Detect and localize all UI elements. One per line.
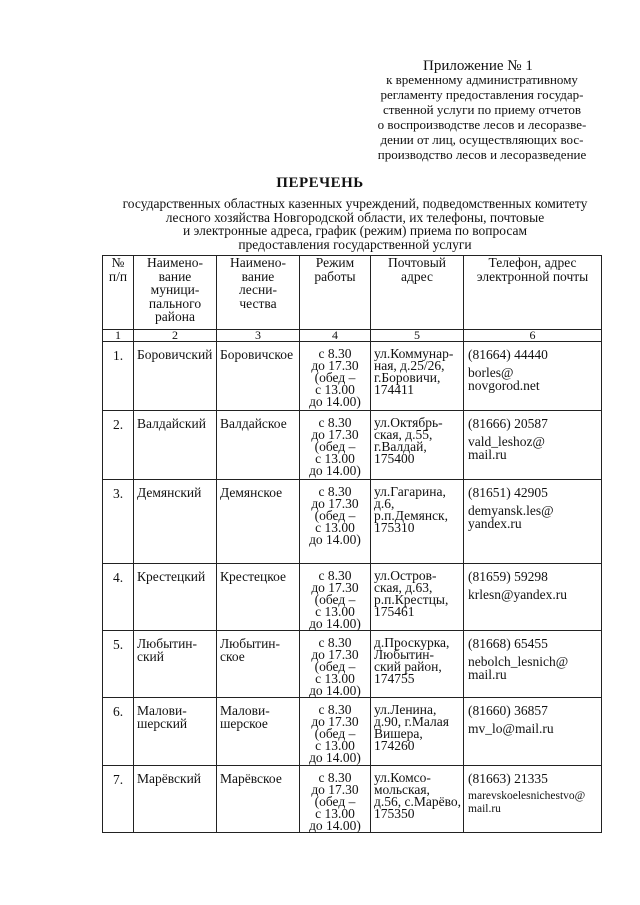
district-line: ский [137, 649, 164, 664]
email-line: mail.ru [468, 667, 507, 682]
contact-info [464, 480, 602, 564]
header-cell [134, 256, 217, 330]
address-line: ная, д.25/26, [374, 358, 445, 373]
address-line: ул.Коммунар- [374, 346, 454, 361]
postal-address [371, 698, 464, 766]
table-row [103, 564, 602, 631]
subtitle-line: и электронные адреса, график (режим) приема по вопросам [182, 223, 528, 238]
header-line: Наимено- [230, 255, 286, 270]
row-number: 5. [103, 631, 134, 698]
district-name [134, 342, 217, 411]
schedule-line: с 13.00 [315, 806, 355, 821]
header-row [103, 256, 602, 330]
header-line: электронной почты [476, 268, 589, 284]
email-line: mail.ru [468, 447, 507, 462]
phone-number: (81663) 21335 [468, 771, 548, 786]
subtitle-line: лесного хозяйства Новгородской области, их телефоны, почтовые [165, 209, 545, 225]
subtitle-line: государственных областных казенных учреждений, подведомственных комитету [122, 196, 588, 211]
district-line: Демянский [137, 485, 202, 500]
address-line: ул.Ленина, [374, 702, 437, 717]
postal-address [371, 766, 464, 833]
district-line: Крестецкий [137, 569, 206, 584]
header-line: чества [239, 295, 277, 311]
table-row [103, 631, 602, 698]
forestry-line: ское [220, 649, 245, 664]
work-schedule [300, 564, 371, 631]
schedule-line: с 8.30 [318, 484, 352, 499]
header-cell [300, 256, 371, 330]
schedule-line: до 14.00) [309, 616, 361, 631]
table-row [103, 411, 602, 480]
forestry-name [217, 698, 300, 766]
table-body [103, 256, 602, 833]
schedule-line: до 14.00) [309, 683, 361, 698]
schedule-line: до 14.00) [309, 818, 361, 833]
email-line: vald_leshoz@ [468, 434, 545, 449]
phone-number: (81664) 44440 [468, 347, 548, 362]
contact-info [464, 411, 602, 480]
schedule-line: до 14.00) [309, 463, 361, 478]
email-address [468, 504, 599, 530]
appendix-line: дении от лиц, осуществляющих вос- [380, 132, 584, 147]
district-name [134, 766, 217, 833]
district-name [134, 480, 217, 564]
district-line: Марёвский [137, 771, 202, 786]
district-line: Малови- [137, 703, 187, 718]
header-cell [371, 256, 464, 330]
district-name [134, 411, 217, 480]
work-schedule [300, 342, 371, 411]
contact-info [464, 766, 602, 833]
address-line: д.Проскурка, [374, 635, 450, 650]
postal-address [371, 631, 464, 698]
postal-address [371, 342, 464, 411]
address-line: д.90, г.Малая [374, 714, 449, 729]
row-number: 2. [103, 411, 134, 480]
address-line: мольская, [374, 782, 430, 797]
appendix-line: к временному административному [386, 72, 578, 87]
schedule-line: (обед – [314, 592, 356, 607]
row-number: 6. [103, 698, 134, 766]
header-line: вание [158, 268, 192, 284]
column-number: 5 [371, 330, 464, 342]
schedule-line: до 17.30 [311, 496, 359, 511]
header-line: Режим [315, 255, 355, 270]
district-name [134, 698, 217, 766]
forestry-name [217, 480, 300, 564]
schedule-line: с 13.00 [315, 382, 355, 397]
forestry-line: Крестецкое [220, 569, 286, 584]
document-subtitle [95, 197, 615, 251]
address-line: Вишера, [374, 726, 423, 741]
schedule-line: (обед – [314, 508, 356, 523]
forestry-line: Валдайское [220, 416, 287, 431]
header-cell [464, 256, 602, 330]
address-line: д.6, [374, 496, 395, 511]
row-number: 1. [103, 342, 134, 411]
forestry-name [217, 766, 300, 833]
forestry-name [217, 342, 300, 411]
schedule-line: (обед – [314, 439, 356, 454]
address-line: 174260 [374, 738, 415, 753]
forestry-line: Любытин- [220, 636, 281, 651]
address-line: 175350 [374, 806, 415, 821]
header-cell [103, 256, 134, 330]
address-line: Любытин- [374, 647, 435, 662]
schedule-line: с 8.30 [318, 568, 352, 583]
schedule-line: с 13.00 [315, 520, 355, 535]
email-line: yandex.ru [468, 516, 522, 531]
address-line: 174755 [374, 671, 415, 686]
header-line: вание [241, 268, 275, 284]
schedule-line: до 14.00) [309, 394, 361, 409]
district-line: Любытин- [137, 636, 198, 651]
appendix-line: регламенту предоставления государ- [380, 87, 584, 102]
email-line: novgorod.net [468, 378, 540, 393]
email-line: demyansk.les@ [468, 503, 554, 518]
phone-number: (81659) 59298 [468, 569, 548, 584]
schedule-line: с 8.30 [318, 346, 352, 361]
column-number: 1 [103, 330, 134, 342]
email-address [468, 588, 599, 601]
schedule-line: до 17.30 [311, 358, 359, 373]
schedule-line: (обед – [314, 659, 356, 674]
contact-info [464, 564, 602, 631]
address-line: р.п.Демянск, [374, 508, 448, 523]
email-address [468, 790, 599, 816]
phone-number: (81668) 65455 [468, 636, 548, 651]
district-line: шерский [137, 716, 188, 731]
postal-address [371, 411, 464, 480]
forestry-line: Марёвское [220, 771, 282, 786]
forestry-line: Боровичское [220, 347, 294, 362]
header-line: лесни- [238, 282, 277, 297]
column-number: 3 [217, 330, 300, 342]
column-number: 6 [464, 330, 602, 342]
work-schedule [300, 631, 371, 698]
address-line: ул.Октябрь- [374, 415, 443, 430]
schedule-line: до 17.30 [311, 580, 359, 595]
address-line: г.Валдай, [374, 439, 427, 454]
forestry-name [217, 411, 300, 480]
address-line: ул.Остров- [374, 568, 437, 583]
schedule-line: до 17.30 [311, 427, 359, 442]
header-line: района [155, 309, 195, 324]
address-line: ский район, [374, 659, 442, 674]
address-line: 175461 [374, 604, 415, 619]
email-line: marevskoelesnichestvo@ [468, 790, 586, 802]
postal-address [371, 480, 464, 564]
schedule-line: до 17.30 [311, 714, 359, 729]
header-line: муници- [150, 282, 200, 297]
district-name [134, 564, 217, 631]
district-name [134, 631, 217, 698]
appendix-line: ственной услуги по приему отчетов [382, 102, 582, 117]
forestry-name [217, 564, 300, 631]
address-line: р.п.Крестцы, [374, 592, 449, 607]
column-number: 2 [134, 330, 217, 342]
email-line: borles@ [468, 365, 514, 380]
schedule-line: до 14.00) [309, 750, 361, 765]
document-title: ПЕРЕЧЕНЬ [276, 175, 364, 191]
address-line: ская, д.55, [374, 427, 433, 442]
address-line: 175400 [374, 451, 415, 466]
email-address [468, 655, 599, 681]
forestry-line: Демянское [220, 485, 283, 500]
appendix-title: Приложение № 1 [423, 58, 533, 74]
phone-number: (81660) 36857 [468, 703, 548, 718]
column-number-row [103, 330, 602, 342]
forestry-line: Малови- [220, 703, 270, 718]
schedule-line: (обед – [314, 370, 356, 385]
address-line: ская, д.63, [374, 580, 433, 595]
schedule-line: до 14.00) [309, 532, 361, 547]
district-line: Валдайский [137, 416, 206, 431]
schedule-line: с 13.00 [315, 671, 355, 686]
header-line: Почтовый [387, 255, 447, 270]
email-address [468, 722, 599, 735]
work-schedule [300, 698, 371, 766]
schedule-line: с 8.30 [318, 635, 352, 650]
row-number: 4. [103, 564, 134, 631]
email-line: nebolch_lesnich@ [468, 654, 569, 669]
email-address [468, 435, 599, 461]
header-line: № [111, 255, 125, 270]
phone-number: (81651) 42905 [468, 485, 548, 500]
table-row [103, 698, 602, 766]
district-line: Боровичский [137, 347, 213, 362]
schedule-line: с 8.30 [318, 770, 352, 785]
address-line: ул.Гагарина, [374, 484, 446, 499]
address-line: 175310 [374, 520, 415, 535]
schedule-line: (обед – [314, 726, 356, 741]
schedule-line: с 13.00 [315, 604, 355, 619]
column-number: 4 [300, 330, 371, 342]
table-row [103, 342, 602, 411]
forestry-name [217, 631, 300, 698]
schedule-line: с 8.30 [318, 415, 352, 430]
forestry-table [102, 255, 602, 833]
header-line: работы [314, 268, 356, 284]
email-line: krlesn@yandex.ru [468, 587, 568, 602]
schedule-line: до 17.30 [311, 782, 359, 797]
work-schedule [300, 480, 371, 564]
header-cell [217, 256, 300, 330]
work-schedule [300, 411, 371, 480]
table-row [103, 766, 602, 833]
schedule-line: с 13.00 [315, 738, 355, 753]
appendix-subtitle [357, 72, 607, 162]
contact-info [464, 342, 602, 411]
address-line: ул.Комсо- [374, 770, 431, 785]
address-line: д.56, с.Марёво, [374, 794, 462, 809]
email-line: mail.ru [468, 803, 501, 815]
header-line: п/п [108, 268, 128, 284]
row-number: 7. [103, 766, 134, 833]
contact-info [464, 631, 602, 698]
phone-number: (81666) 20587 [468, 416, 548, 431]
table-row [103, 480, 602, 564]
postal-address [371, 564, 464, 631]
header-line: адрес [401, 268, 433, 284]
schedule-line: (обед – [314, 794, 356, 809]
appendix-line: о воспроизводстве лесов и лесоразве- [377, 117, 587, 132]
subtitle-line: предоставления государственной услуги [238, 236, 472, 252]
email-address [468, 366, 599, 392]
address-line: 174411 [374, 382, 414, 397]
contact-info [464, 698, 602, 766]
email-line: mv_lo@mail.ru [468, 721, 554, 736]
header-line: Телефон, адрес [488, 255, 577, 270]
work-schedule [300, 766, 371, 833]
schedule-line: с 13.00 [315, 451, 355, 466]
header-line: Наимено- [147, 255, 203, 270]
row-number: 3. [103, 480, 134, 564]
schedule-line: до 17.30 [311, 647, 359, 662]
appendix-line: производство лесов и лесоразведение [377, 147, 587, 162]
address-line: г.Боровичи, [374, 370, 441, 385]
forestry-line: шерское [220, 716, 268, 731]
header-line: пального [148, 295, 202, 311]
schedule-line: с 8.30 [318, 702, 352, 717]
